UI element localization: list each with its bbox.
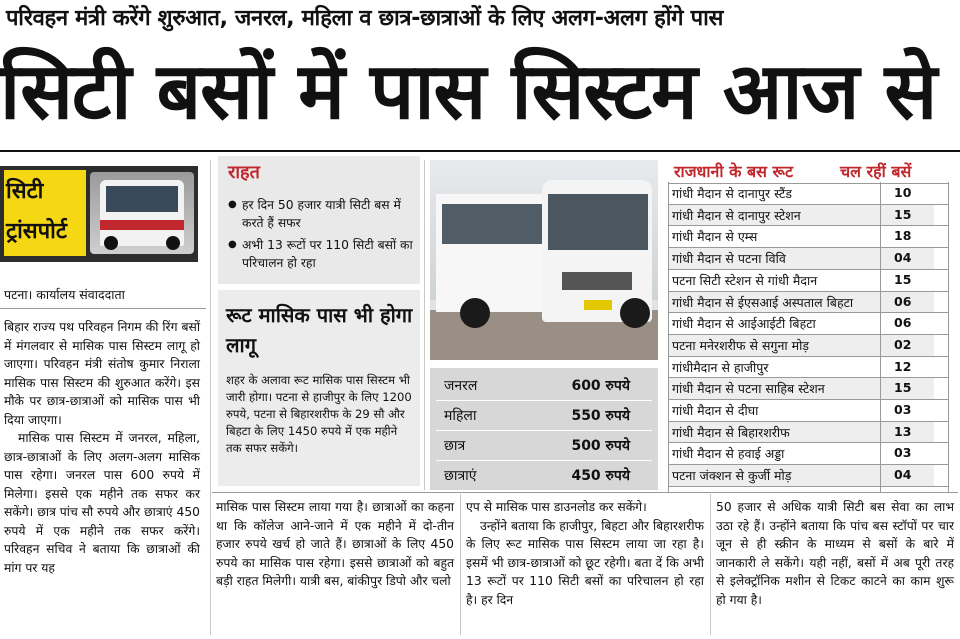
article-paragraph: बिहार राज्य पथ परिवहन निगम की रिंग बसों में मंगलवार से मासिक पास सिस्टम लागू हो जाएगा। परिवहन मंत्री संतोष कुमार निराला मासिक पास सिस्टम की शुरुआत करेंगे। इस मौके पर छात्र-छात्राओं को मासिक पास भी दिया जाएगा। xyxy=(4,320,200,427)
relief-bullet-2: ● अभी 13 रूटों पर 110 सिटी बसों का परिचालन हो रहा xyxy=(228,236,414,272)
routes-header-route: राजधानी के बस रूट xyxy=(674,162,794,181)
route-name: पटना जंक्शन से कुर्जी मोड़ xyxy=(672,468,792,484)
route-bus-count: 03 xyxy=(894,445,912,461)
article-paragraph: उन्होंने बताया कि हाजीपुर, बिहटा और बिहारशरीफ के लिए रूट मासिक पास सिस्टम लाया जा रहा है। इसमें भी छात्र-छात्राओं को छूट रहेगी। बता दें कि अभी 13 रूटों पर 110 सिटी बसों का परिचालन हो रहा है। हर दिन xyxy=(466,518,704,607)
badge-label xyxy=(6,172,86,252)
route-name: गांधी मैदान से ईएसआई अस्पताल बिहटा xyxy=(672,294,854,310)
route-row-divider xyxy=(668,486,948,487)
route-name: गांधी मैदान से आईआईटी बिहटा xyxy=(672,316,816,332)
route-row xyxy=(668,400,934,421)
route-row xyxy=(668,313,934,334)
route-bus-count: 10 xyxy=(894,185,912,200)
route-name: गांधीमैदान से हाजीपुर xyxy=(672,359,769,375)
route-bus-count: 12 xyxy=(894,358,912,374)
fare-price: 450 रुपये xyxy=(571,468,630,484)
route-pass-body: शहर के अलावा रूट मासिक पास सिस्टम भी जारी होगा। पटना से हाजीपुर के लिए 1200 रुपये, पटना से बिहारशरीफ के 29 सौ और बिहटा के लिए 1450 रुपये में एक महीने तक सफर सकेंगे। xyxy=(226,373,412,455)
route-bus-count: 06 xyxy=(894,293,912,309)
dateline: पटना। कार्यालय संवाददाता xyxy=(4,287,125,302)
dateline-rule xyxy=(0,308,206,309)
fare-row xyxy=(430,460,658,490)
route-bus-count: 15 xyxy=(894,380,912,396)
route-row xyxy=(668,443,934,464)
article-column-1 xyxy=(4,318,200,577)
routes-right-border xyxy=(948,182,949,492)
route-bus-count: 15 xyxy=(894,271,912,287)
route-bus-count: 06 xyxy=(894,315,912,331)
route-row xyxy=(668,422,934,443)
route-row xyxy=(668,378,934,399)
relief-bullets xyxy=(228,196,414,272)
route-row xyxy=(668,248,934,269)
fare-row xyxy=(430,400,658,430)
route-bus-count: 04 xyxy=(894,250,912,266)
fare-price: 600 रुपये xyxy=(571,378,630,394)
route-row xyxy=(668,292,934,313)
headline-rule xyxy=(0,150,960,152)
route-bus-count: 02 xyxy=(894,336,912,352)
routes-column-divider xyxy=(880,182,881,492)
badge-line-1: सिटी xyxy=(6,179,44,204)
route-name: पटना सिटी स्टेशन से गांधी मैदान xyxy=(672,272,818,288)
badge-line-2: ट्रांसपोर्ट xyxy=(6,219,67,244)
article-paragraph: मासिक पास सिस्टम में जनरल, महिला, छात्र-छात्राओं के लिए अलग-अलग मासिक पास रहेगा। जनरल पास 600 रुपये में मिलेगा। इससे एक महीने तक सफर कर सकेंगे। छात्र पांच सौ रुपये और छात्राएं 450 रुपये में एक महीने तक सफर करेंगे। परिवहन सचिव ने बताया कि छात्राओं की मांग पर यह xyxy=(4,431,200,575)
route-name: गांधी मैदान से हवाई अड्डा xyxy=(672,446,785,462)
fare-price: 550 रुपये xyxy=(571,408,630,424)
fare-name: महिला xyxy=(444,408,477,424)
route-row xyxy=(668,465,934,486)
bus-thumbnail-image xyxy=(90,172,194,254)
fare-name: छात्राएं xyxy=(444,468,477,484)
relief-bullet-1: ● हर दिन 50 हजार यात्री सिटी बस में करते हैं सफर xyxy=(228,196,414,232)
article-paragraph: एप से मासिक पास डाउनलोड कर सकेंगे। xyxy=(466,500,647,514)
column-separator xyxy=(210,160,211,635)
kicker-headline: परिवहन मंत्री करेंगे शुरुआत, जनरल, महिला व छात्र-छात्राओं के लिए अलग-अलग होंगे पास xyxy=(6,6,724,31)
city-bus-photo xyxy=(430,160,658,360)
fare-row xyxy=(430,370,658,400)
route-name: गांधी मैदान से पटना विवि xyxy=(672,251,786,267)
article-column-2: मासिक पास सिस्टम लाया गया है। छात्राओं का कहना था कि कॉलेज आने-जाने में एक महीने में दो-तीन हजार रुपये खर्च हो जाते हैं। छात्राओं के लिए 450 रुपये का मासिक पास रहेगा। इससे छात्राओं को बहुत बड़ी राहत मिलेगी। यात्री बस, बांकीपुर डिपो और चलो xyxy=(216,500,454,588)
routes-header-count: चल रहीं बसें xyxy=(840,162,912,181)
routes-left-border xyxy=(668,182,669,492)
article-column-3 xyxy=(466,498,704,609)
relief-title: राहत xyxy=(228,162,260,183)
route-name: पटना मनेरशरीफ से सगुना मोड़ xyxy=(672,337,809,353)
route-row xyxy=(668,357,934,378)
route-pass-title: रूट मासिक पास भी होगा लागू xyxy=(226,303,413,357)
route-name: गांधी मैदान से बिहारशरीफ xyxy=(672,424,790,440)
route-row xyxy=(668,226,934,247)
column-separator xyxy=(460,494,461,635)
route-row xyxy=(668,335,934,356)
route-bus-count: 18 xyxy=(894,228,912,244)
article-column-4: 50 हजार से अधिक यात्री सिटी बस सेवा का लाभ उठा रहे हैं। उन्होंने बताया कि पांच बस स्टॉपों पर चार जून से ही स्क्रीन के माध्यम से बसों के बारे में जानकारी ले सकेंगे। यही नहीं, बसों में अब पूरी तरह से इलेक्ट्रॉनिक मशीन से टिकट काटने का काम शुरू हो गया है। xyxy=(716,500,954,607)
route-bus-count: 13 xyxy=(894,423,912,439)
lower-rule xyxy=(212,492,958,493)
fare-price: 500 रुपये xyxy=(571,438,630,454)
column-separator xyxy=(710,494,711,635)
route-row-divider xyxy=(668,183,948,184)
route-row xyxy=(668,183,934,204)
route-bus-count: 03 xyxy=(894,402,912,417)
route-bus-count: 04 xyxy=(894,467,912,483)
route-name: गांधी मैदान से दानापुर स्टेशन xyxy=(672,207,801,223)
fare-name: जनरल xyxy=(444,378,478,394)
route-row xyxy=(668,205,934,226)
route-name: गांधी मैदान से दीघा xyxy=(672,403,759,418)
fare-name: छात्र xyxy=(444,438,466,454)
main-headline: सिटी बसों में पास सिस्टम आज से xyxy=(0,47,937,137)
route-bus-count: 15 xyxy=(894,206,912,222)
route-row xyxy=(668,270,934,291)
route-name: गांधी मैदान से दानापुर स्टैंड xyxy=(672,186,792,201)
route-name: गांधी मैदान से पटना साहिब स्टेशन xyxy=(672,381,825,397)
fare-row xyxy=(430,430,658,460)
column-separator xyxy=(424,160,425,490)
route-name: गांधी मैदान से एम्स xyxy=(672,229,758,245)
